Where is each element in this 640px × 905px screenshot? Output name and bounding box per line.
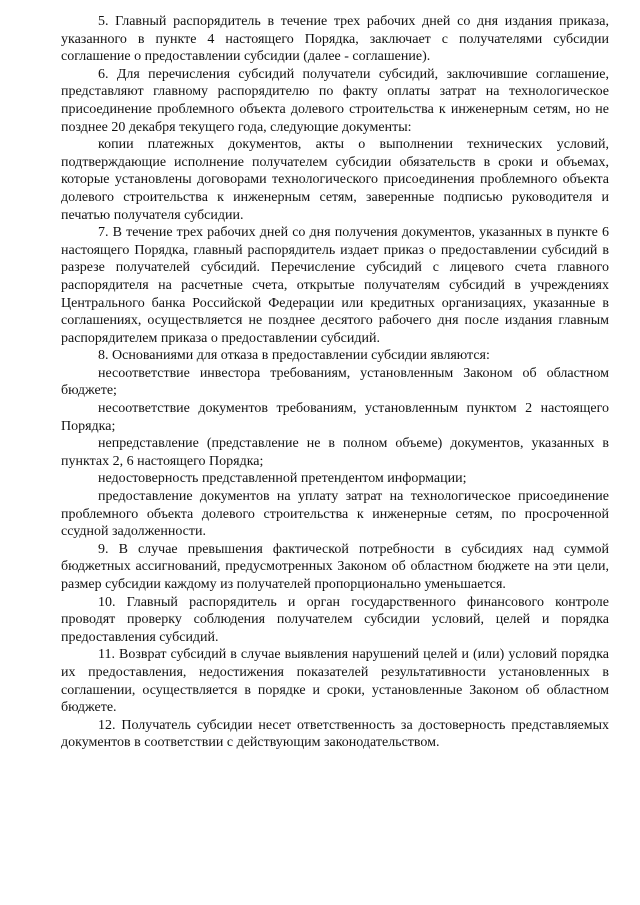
paragraph-7: 7. В течение трех рабочих дней со дня получения документов, указанных в пункте 6 настоящего Порядка, главный распорядитель издает приказ о предоставлении субсидий в разрезе получателей субсидий. Перечисление субсидий с лицевого счета главного распорядителя на расчетные счета, открытые получателям субсидий в учреждениях Центрального банка Российской Федерации или кредитных организациях, указанные в соглашениях, осуществляется не позднее десятого рабочего дня после издания главным распорядителем приказа о предоставлении субсидий.: [61, 225, 609, 346]
paragraph-6: 6. Для перечисления субсидий получатели субсидий, заключившие соглашение, представляют главному распорядителю по факту оплаты затрат на технологическое присоединение проблемного объекта долевого строительства к инженерным сетям, но не позднее 20 декабря текущего года, следующие документы:: [61, 66, 609, 135]
paragraph-11: 11. Возврат субсидий в случае выявления нарушений целей и (или) условий порядка их предоставления, недостижения показателей результативности установленных в соглашении, осуществляется в порядке и сроки, установленные Законом об областном бюджете.: [61, 647, 609, 716]
paragraph-8: 8. Основаниями для отказа в предоставлении субсидии являются:: [98, 348, 490, 364]
paragraph-12: 12. Получатель субсидии несет ответственность за достоверность представляемых документов в соответствии с действующим законодательством.: [61, 717, 609, 751]
paragraph-6-documents: копии платежных документов, акты о выполнении технических условий, подтверждающие исполнение получателем субсидии обязательств в сроки и объемах, которые установлены договорами технологического присоединения проблемного объекта долевого строительства к инженерным сетям, заверенные подписью руководителя и печатью получателя субсидии.: [61, 137, 609, 223]
refusal-reason-2: несоответствие документов требованиям, установленным пунктом 2 настоящего Порядка;: [61, 401, 609, 434]
paragraph-5: 5. Главный распорядитель в течение трех рабочих дней со дня издания приказа, указанного в пункте 4 настоящего Порядка, заключает с получателями субсидии соглашение о предоставлении субсидии (далее - соглашение).: [61, 14, 609, 65]
document-page: [61, 13, 609, 752]
refusal-reason-5: предоставление документов на уплату затрат на технологическое присоединение проблемного объекта долевого строительства к инженерные сетям, по просроченной ссудной задолженности.: [61, 489, 609, 540]
paragraph-9: 9. В случае превышения фактической потребности в субсидиях над суммой бюджетных ассигнований, предусмотренных Законом об областном бюджете на эти цели, размер субсидии каждому из получателей пропорционально уменьшается.: [61, 541, 609, 592]
paragraph-10: 10. Главный распорядитель и орган государственного финансового контроле проводят проверку соблюдения получателем субсидии условий, целей и порядка предоставления субсидий.: [61, 594, 609, 645]
refusal-reason-4: недостоверность представленной претендентом информации;: [98, 471, 467, 487]
refusal-reason-1: несоответствие инвестора требованиям, установленным Законом об областном бюджете;: [61, 365, 609, 399]
refusal-reason-3: непредставление (представление не в полном объеме) документов, указанных в пунктах 2, 6 настоящего Порядка;: [61, 436, 609, 469]
